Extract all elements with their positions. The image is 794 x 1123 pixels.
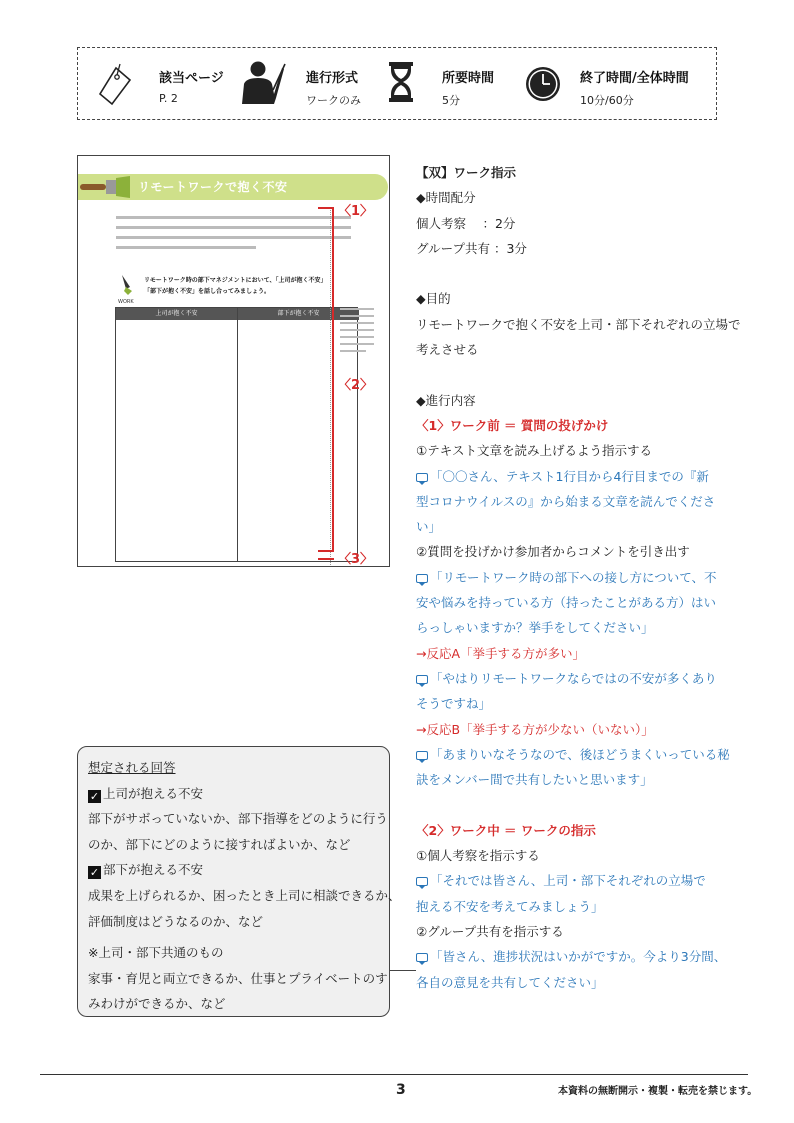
text-line	[116, 246, 256, 249]
reaction-a: →反応A「挙手する方が多い」	[416, 645, 586, 661]
answer-line: 評価制度はどうなるのか、など	[88, 913, 264, 929]
time-allocation-heading: ◆時間配分	[416, 190, 476, 206]
expected-answers-box	[77, 746, 401, 1017]
checkbox-checked-icon: ✓	[89, 866, 100, 880]
side-note	[340, 308, 380, 366]
script-text: 「それでは皆さん、上司・部下それぞれの立場で	[430, 873, 706, 889]
answer-line: 成果を上げられるか、困ったとき上司に相談できるか、	[88, 887, 401, 903]
script-text: 「皆さん、進捗状況はいかがですか。今より3分間、	[430, 949, 727, 965]
end-time-value: 10分/60分	[580, 94, 634, 107]
speech-bubble-icon	[416, 953, 428, 962]
script-line: い」	[416, 519, 442, 535]
content-heading: ◆進行内容	[416, 392, 476, 408]
time-individual: 個人考察 ：2分	[416, 215, 516, 231]
time-label: 所要時間	[442, 71, 495, 86]
script-line: らっしゃいますか？挙手をしてください」	[416, 620, 654, 636]
script-line	[416, 868, 736, 893]
presenter-icon	[238, 60, 290, 104]
subordinate-anxiety-heading: 部下が抱える不安	[103, 862, 204, 878]
reaction-b: →反応B「挙手する方が少ない（いない）」	[416, 721, 654, 737]
connector-line	[390, 970, 416, 971]
step-2-heading: 〈2〉ワーク中 ＝ ワークの指示	[416, 822, 596, 838]
answer-line: 部下がサボっていないか、部下指導をどのように行う	[88, 811, 388, 827]
copyright-notice: 本資料の無断開示・複製・転売を禁じます。	[558, 1086, 758, 1097]
text-line	[340, 322, 374, 324]
text-line	[340, 315, 374, 317]
margin-rule	[330, 210, 331, 565]
work-table-header-boss: 上司が抱く不安	[116, 308, 237, 320]
work-prompt-line-1: リモートワーク時の部下マネジメントにおいて、「上司が抱く不安」	[144, 277, 327, 284]
script-line: 訣をメンバー間で共有したいと思います」	[416, 772, 653, 788]
text-line	[340, 343, 374, 345]
step-marker-3: 〈3〉	[338, 552, 374, 567]
paintbrush-icon	[80, 174, 130, 200]
purpose-line: 考えさせる	[416, 342, 479, 358]
text-line	[340, 329, 374, 331]
page-number: 3	[396, 1082, 406, 1098]
script-line: 抱える不安を考えてみましょう」	[416, 898, 604, 914]
text-line	[340, 308, 374, 310]
work-table	[115, 307, 358, 562]
answers-title: 想定される回答	[88, 760, 176, 775]
format-label: 進行形式	[306, 71, 359, 86]
work-table-header-subordinate: 部下が抱く不安	[238, 308, 359, 320]
speech-bubble-icon	[416, 675, 428, 684]
script-line: そうですね」	[416, 696, 492, 712]
text-line	[116, 216, 351, 219]
speech-bubble-icon	[416, 751, 428, 760]
clock-icon	[525, 66, 561, 102]
script-line: 安や悩みを持っている方（持ったことがある方）はい	[416, 595, 717, 611]
speech-bubble-icon	[416, 574, 428, 583]
script-line	[416, 944, 736, 969]
speech-bubble-icon	[416, 473, 428, 482]
script-text: 「やはりリモートワークならではの不安が多くあり	[430, 670, 717, 686]
page-value: P. 2	[159, 92, 178, 105]
script-line: 各自の意見を共有してください」	[416, 974, 604, 990]
session-info-box	[77, 47, 717, 120]
common-heading: ※上司・部下共通のもの	[88, 945, 224, 961]
script-line: 型コロナウイルスの』から始まる文章を読んでくださ	[416, 493, 716, 509]
step-1-instruction: ②質問を投げかけ参加者からコメントを引き出す	[416, 544, 690, 560]
text-line	[116, 236, 351, 239]
time-group: グループ共有 ：3分	[416, 240, 527, 256]
script-line	[416, 565, 736, 590]
boss-anxiety-heading: 上司が抱える不安	[103, 785, 204, 801]
work-label: WORK	[118, 299, 134, 305]
hourglass-icon	[388, 62, 414, 102]
end-time-label: 終了時間/全体時間	[580, 71, 689, 86]
section-heading: 【双】ワーク指示	[416, 165, 517, 180]
step-marker-2: 〈2〉	[338, 378, 374, 393]
script-line	[416, 742, 736, 767]
answer-line: みわけができるか、など	[88, 996, 226, 1012]
script-text: 「〇〇さん、テキスト1行目から4行目までの『新	[430, 468, 709, 484]
bracket-bottom	[318, 550, 334, 552]
step-1-instruction: ①テキスト文章を読み上げるよう指示する	[416, 443, 652, 459]
answer-line: 家事・育児と両立できるか、仕事とプライベートのす	[88, 970, 388, 986]
text-line	[116, 226, 351, 229]
tag-icon	[96, 62, 134, 108]
work-table-divider	[237, 308, 238, 561]
text-line	[340, 350, 366, 352]
text-line	[340, 336, 374, 338]
format-value: ワークのみ	[306, 94, 361, 107]
purpose-line: リモートワークで抱く不安を上司・部下それぞれの立場で	[416, 316, 741, 332]
script-text: 「リモートワーク時の部下への接し方について、不	[430, 569, 717, 585]
answer-line: のか、部下にどのように接すればよいか、など	[88, 836, 351, 852]
marker-3-line	[318, 558, 334, 560]
bracket-vertical	[332, 207, 334, 552]
instruction-column	[416, 160, 741, 995]
script-line	[416, 666, 736, 691]
step-1-heading: 〈1〉ワーク前 ＝ 質問の投げかけ	[416, 417, 609, 433]
thumbnail-title: リモートワークで抱く不安	[138, 180, 288, 194]
speech-bubble-icon	[416, 877, 428, 886]
step-marker-1: 〈1〉	[338, 204, 374, 219]
script-line	[416, 464, 736, 489]
script-text: 「あまりいなそうなので、後ほどうまくいっている秘	[430, 746, 730, 762]
footer-rule	[40, 1074, 748, 1075]
page-label: 該当ページ	[159, 71, 224, 86]
step-2-instruction: ②グループ共有を指示する	[416, 923, 564, 939]
step-2-instruction: ①個人考察を指示する	[416, 848, 540, 864]
work-icon	[118, 273, 138, 299]
checkbox-checked-icon: ✓	[89, 789, 100, 803]
work-prompt-line-2: 「部下が抱く不安」を話し合ってみましょう。	[144, 288, 271, 295]
time-value: 5分	[442, 94, 460, 107]
purpose-heading: ◆目的	[416, 291, 451, 307]
